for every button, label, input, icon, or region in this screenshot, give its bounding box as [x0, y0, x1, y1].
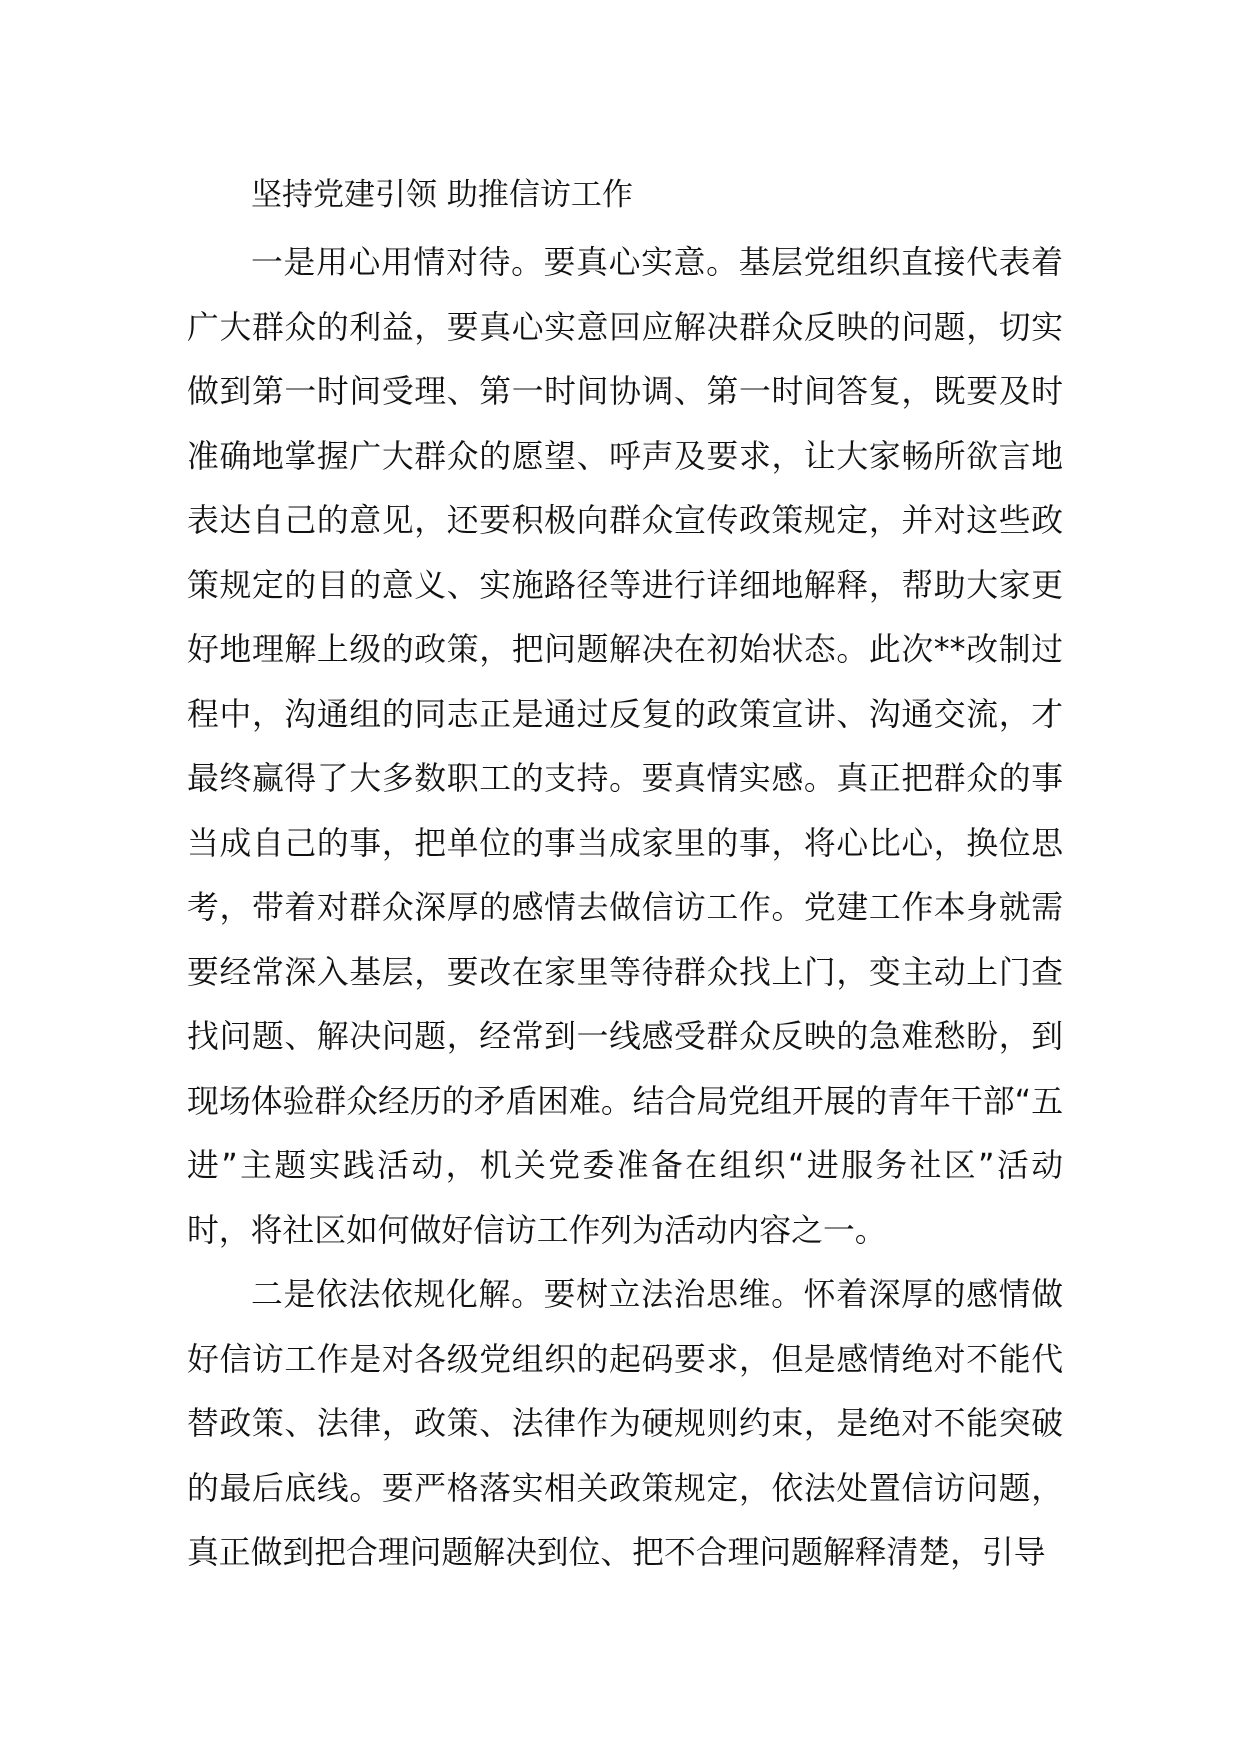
document-body: [187, 166, 1063, 1586]
document-title: 坚持党建引领 助推信访工作: [251, 177, 633, 213]
paragraph-1: 一是用心用情对待。要真心实意。基层党组织直接代表着广大群众的利益，要真心实意回应解决群众反映的问题，切实做到第一时间受理、第一时间协调、第一时间答复，既要及时准确地掌握广大群众的愿望、呼声及要求，让大家畅所欲言地表达自己的意见，还要积极向群众宣传政策规定，并对这些政策规定的目的意义、实施路径等进行详细地解释，帮助大家更好地理解上级的政策，把问题解决在初始状态。此次**改制过程中，沟通组的同志正是通过反复的政策宣讲、沟通交流，才最终赢得了大多数职工的支持。要真情实感。真正把群众的事当成自己的事，把单位的事当成家里的事，将心比心，换位思考，带着对群众深厚的感情去做信访工作。党建工作本身就需要经常深入基层，要改在家里等待群众找上门，变主动上门查找问题、解决问题，经常到一线感受群众反映的急难愁盼，到现场体验群众经历的矛盾困难。结合局党组开展的青年干部“五进”主题实践活动，机关党委准备在组织“进服务社区”活动时，将社区如何做好信访工作列为活动内容之一。: [187, 244, 1063, 1249]
paragraph-2: 二是依法依规化解。要树立法治思维。怀着深厚的感情做好信访工作是对各级党组织的起码要求，但是感情绝对不能代替政策、法律，政策、法律作为硬规则约束，是绝对不能突破的最后底线。要严格落实相关政策规定，依法处置信访问题，真正做到把合理问题解决到位、把不合理问题解释清楚，引导: [187, 1276, 1063, 1571]
